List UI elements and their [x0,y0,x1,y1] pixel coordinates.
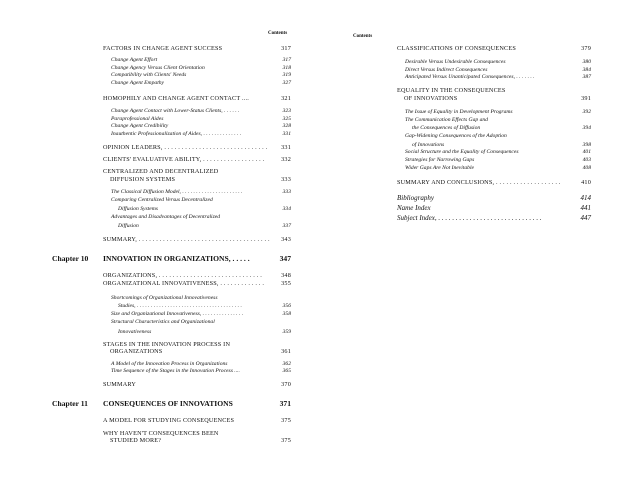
chapter-11-title: CONSEQUENCES OF INNOVATIONS 371 [103,399,291,408]
toc-subentry: Diffusion 337 [118,223,291,229]
toc-subentry: Change Agent Empathy 327 [111,80,291,86]
toc-entry: WHY HAVEN'T CONSEQUENCES BEEN [103,430,219,437]
toc-subentry: Change Agent Credibility 328 [111,123,291,129]
toc-subentry: Change Agent Effort 317 [111,57,291,63]
toc-subentry: Strategies for Narrowing Gaps 403 [405,157,591,163]
toc-subentry: The Issue of Equality in Development Programs 392 [405,109,591,115]
toc-subentry: Direct Versus Indirect Consequences 384 [405,67,591,73]
toc-subentry: Comparing Centralized Versus Decentralized [111,197,213,203]
toc-entry: CLASSIFICATIONS OF CONSEQUENCES 379 [397,45,591,52]
toc-entry: DIFFUSION SYSTEMS 333 [110,176,291,183]
toc-entry: STAGES IN THE INNOVATION PROCESS IN [103,341,231,348]
toc-subentry: Paraprofessional Aides 325 [111,116,291,122]
toc-entry: ORGANIZATIONAL INNOVATIVENESS, . . . . . . . . . . . . . 355 [103,280,291,287]
toc-subentry: Shortcomings of Organizational Innovativeness [111,295,218,301]
toc-subentry: A Model of the Innovation Process in Organizations 362 [111,361,291,367]
toc-subentry: Advantages and Disadvantages of Decentralized [111,214,221,220]
toc-subentry: Inauthentic Professionalization of Aides, . . . . . . . . . . . . . . 331 [111,131,291,137]
toc-backmatter: Subject Index, . . . . . . . . . . . . . . . . . . . . . . . . . . . . . . 447 [397,214,591,222]
toc-entry: HOMOPHILY AND CHANGE AGENT CONTACT .... 321 [103,95,291,102]
toc-entry: EQUALITY IN THE CONSEQUENCES [397,87,506,94]
toc-entry: STUDIED MORE? 375 [110,437,291,444]
toc-entry: OPINION LEADERS, . . . . . . . . . . . . . . . . . . . . . . . . . . . . . . 331 [103,144,291,151]
toc-entry: SUMMARY AND CONCLUSIONS, . . . . . . . . . . . . . . . . . . . 410 [397,179,591,186]
chapter-11-label: Chapter 11 [52,399,88,408]
toc-entry: CENTRALIZED AND DECENTRALIZED [103,168,219,175]
toc-subentry: Size and Organizational Innovativeness, . . . . . . . . . . . . . . . 358 [111,311,291,317]
toc-entry: SUMMARY 370 [103,381,291,388]
toc-subentry: Wider Gaps Are Not Inevitable 408 [405,165,591,171]
toc-entry: A MODEL FOR STUDYING CONSEQUENCES 375 [103,417,291,424]
toc-entry: CLIENTS' EVALUATIVE ABILITY, . . . . . . . . . . . . . . . . . . 332 [103,156,291,163]
toc-subentry: The Classical Diffusion Model, . . . . . . . . . . . . . . . . . . . . . . 333 [111,189,291,195]
toc-backmatter: Name Index 441 [397,204,591,212]
toc-entry: ORGANIZATIONS, . . . . . . . . . . . . . . . . . . . . . . . . . . . . . . 348 [103,272,291,279]
toc-subentry: of Innovations 398 [412,142,591,148]
toc-subentry: Innovativeness 359 [118,329,291,335]
toc-subentry: Change Agency Versus Client Orientation 318 [111,65,291,71]
toc-subentry: the Consequences of Diffusion 394 [412,125,591,131]
toc-subentry: Compatibility with Clients' Needs 319 [111,72,291,78]
toc-subentry: Studies, . . . . . . . . . . . . . . . . . . . . . . . . . . . . . . . . . . . . . . 356 [118,303,291,309]
right-running-header: Contents [353,34,373,39]
toc-backmatter: Bibliography 414 [397,194,591,202]
toc-subentry: The Communication Effects Gap and [405,117,488,123]
toc-subentry: Diffusion Systems 334 [118,206,291,212]
toc-subentry: Structural Characteristics and Organizational [111,319,215,325]
toc-subentry: Gap-Widening Consequences of the Adoption [405,133,507,139]
chapter-10-label: Chapter 10 [52,254,89,263]
toc-entry: OF INNOVATIONS 391 [404,95,591,102]
left-running-header: Contents [268,31,288,36]
chapter-10-title: INNOVATION IN ORGANIZATIONS, . . . . . 347 [103,254,291,263]
toc-entry: FACTORS IN CHANGE AGENT SUCCESS 317 [103,45,291,52]
toc-subentry: Change Agent Contact with Lower-Status Clients, . . . . . . 323 [111,108,291,114]
toc-subentry: Time Sequence of the Stages in the Innovation Process .... 365 [111,368,291,374]
toc-subentry: Social Structure and the Equality of Consequences 401 [405,149,591,155]
toc-entry: ORGANIZATIONS 361 [110,348,291,355]
toc-entry: SUMMARY, . . . . . . . . . . . . . . . . . . . . . . . . . . . . . . . . . . . . . . 343 [103,236,291,243]
toc-subentry: Desirable Versus Undesirable Consequences 380 [405,59,591,65]
toc-subentry: Anticipated Versus Unanticipated Consequences, . . . . . . . 387 [405,74,591,80]
